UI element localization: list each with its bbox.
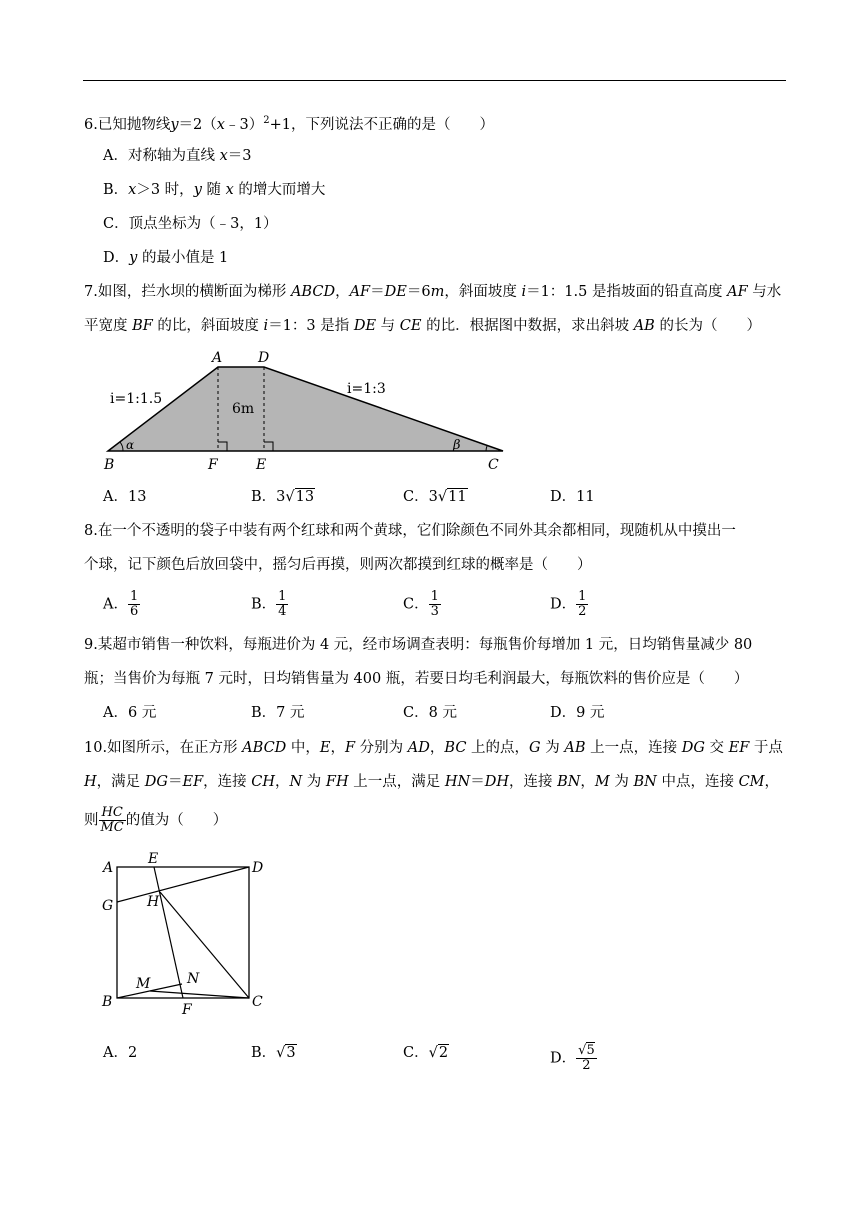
q8-option-a: A． $\frac{1}{6}$ bbox=[103, 589, 139, 619]
label-beta: β bbox=[453, 438, 461, 453]
label-m: M bbox=[136, 976, 151, 992]
q7-trapezoid-figure bbox=[95, 345, 515, 475]
header-rule bbox=[83, 80, 786, 81]
q8-stem-line2: 个球，记下颜色后放回袋中，摇匀后再摸，则两次都摸到红球的概率是（ ） bbox=[84, 557, 592, 573]
label-h: H bbox=[147, 894, 160, 910]
q6-option-a: A．对称轴为直线 x＝3 bbox=[103, 148, 252, 164]
label-height: 6m bbox=[232, 401, 255, 417]
q10-square-figure bbox=[95, 848, 275, 1023]
q7-option-d: D．11 bbox=[550, 489, 595, 505]
q9-option-a: A．6 元 bbox=[103, 705, 157, 721]
segment-dg bbox=[117, 867, 249, 902]
q10-stem-line2: H，满足 DG＝EF，连接 CH，N 为 FH 上一点，满足 HN＝DH，连接 BN，M 为 BN 中点，连接 CM， bbox=[84, 774, 780, 790]
q7-stem-line2: 平宽度 BF 的比，斜面坡度 i＝1：3 是指 DE 与 CE 的比．根据图中数据，求出斜坡 AB 的长为（ ） bbox=[84, 318, 761, 334]
label-e: E bbox=[148, 851, 159, 867]
q10-stem-line3: 则 $\frac{HC}{MC}$ 的值为（ ） bbox=[84, 805, 228, 835]
q10-option-b: B．√3 bbox=[251, 1045, 296, 1061]
label-b: B bbox=[104, 457, 115, 473]
q10-option-c: C．√2 bbox=[403, 1045, 449, 1061]
segment-ch bbox=[160, 892, 249, 998]
q7-stem-line1: 7.如图，拦水坝的横断面为梯形 ABCD，AF＝DE＝6m，斜面坡度 i＝1：1.5 是指坡面的铅直高度 AF 与水 bbox=[84, 284, 782, 300]
q6-option-d: D．y 的最小值是 1 bbox=[103, 250, 229, 266]
q9-option-c: C．8 元 bbox=[403, 705, 457, 721]
q6-option-b: B．x＞3 时，y 随 x 的增大而增大 bbox=[103, 182, 326, 198]
q10-stem-line1: 10.如图所示，在正方形 ABCD 中，E，F 分别为 AD，BC 上的点，G 为 AB 上一点，连接 DG 交 EF 于点 bbox=[84, 740, 783, 756]
q7-option-a: A．13 bbox=[103, 489, 147, 505]
label-f: F bbox=[208, 457, 218, 473]
label-c: C bbox=[252, 994, 263, 1010]
q10-option-a: A．2 bbox=[103, 1045, 138, 1061]
q7-option-b: B．3√13 bbox=[251, 489, 315, 505]
label-d: D bbox=[252, 860, 264, 876]
label-a: A bbox=[103, 860, 114, 876]
q9-option-b: B．7 元 bbox=[251, 705, 305, 721]
label-alpha: α bbox=[126, 438, 135, 452]
label-a: A bbox=[212, 350, 223, 366]
q8-stem-line1: 8.在一个不透明的袋子中装有两个红球和两个黄球，它们除颜色不同外其余都相同，现随机从中摸出一 bbox=[84, 523, 736, 539]
label-g: G bbox=[102, 898, 114, 914]
label-right-slope: i=1:3 bbox=[347, 381, 386, 397]
label-f: F bbox=[182, 1002, 192, 1018]
q9-stem-line1: 9.某超市销售一种饮料，每瓶进价为 4 元，经市场调查表明：每瓶售价每增加 1 元，日均销售量减少 80 bbox=[84, 637, 753, 653]
q6-stem: 6.已知抛物线y＝2（x﹣3）$^2$+1，下列说法不正确的是（ ） bbox=[84, 115, 494, 133]
q8-option-c: C． $\frac{1}{3}$ bbox=[403, 589, 439, 619]
segment-cm bbox=[150, 991, 249, 998]
label-d: D bbox=[258, 350, 270, 366]
label-e: E bbox=[256, 457, 267, 473]
label-n: N bbox=[187, 971, 200, 987]
label-b: B bbox=[102, 994, 113, 1010]
segment-ef bbox=[154, 867, 183, 998]
q9-option-d: D．9 元 bbox=[550, 705, 605, 721]
q10-option-d: D． $\frac{√5}{2}$ bbox=[550, 1043, 595, 1073]
label-left-slope: i=1:1.5 bbox=[110, 391, 163, 407]
label-c: C bbox=[488, 457, 499, 473]
q7-option-c: C．3√11 bbox=[403, 489, 467, 505]
q8-option-d: D． $\frac{1}{2}$ bbox=[550, 589, 587, 619]
trapezoid-shape bbox=[108, 367, 503, 451]
q8-option-b: B． $\frac{1}{4}$ bbox=[251, 589, 287, 619]
q9-stem-line2: 瓶；当售价为每瓶 7 元时，日均销售量为 400 瓶，若要日均毛利润最大，每瓶饮料的售价应是（ ） bbox=[84, 671, 749, 687]
q6-option-c: C．顶点坐标为（﹣3，1） bbox=[103, 216, 278, 232]
